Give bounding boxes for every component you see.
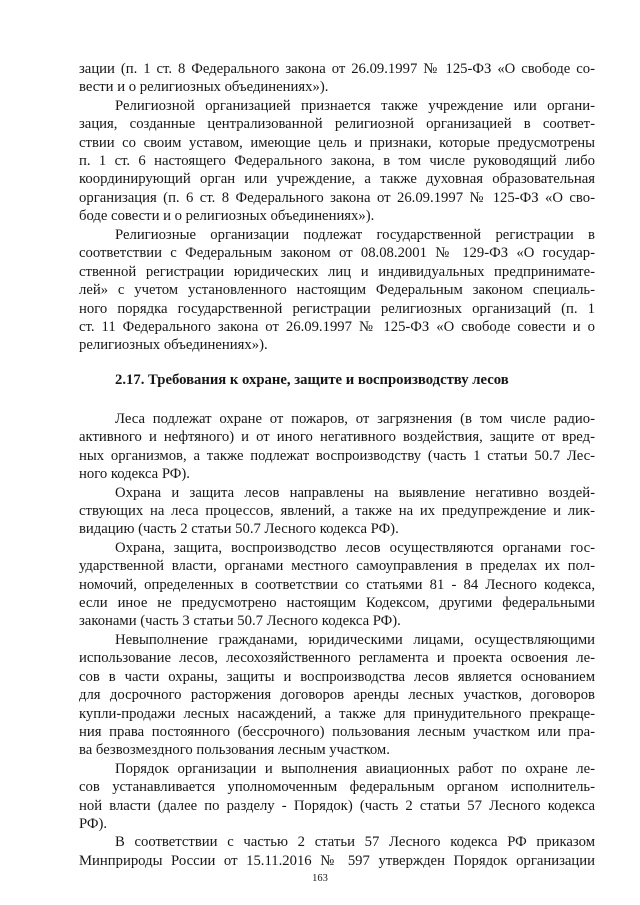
paragraph-first-line: Охрана, защита, воспроизводство лесов осуществляются органами гос- — [115, 540, 595, 556]
text-line: религиозных объединениях»). — [79, 337, 268, 353]
paragraph-first-line: Невыполнение гражданами, юридическими лицами, осуществляющими — [115, 632, 595, 648]
text-line: ния права постоянного (бессрочного) пользования лесным участком или пра- — [79, 724, 595, 740]
text-line: ственной регистрации юридических лиц и индивидуальных предпринимате- — [79, 264, 595, 280]
paragraph-first-line: Религиозные организации подлежат государственной регистрации в — [115, 227, 595, 243]
paragraph-first-line: Порядок организации и выполнения авиационных работ по охране ле- — [115, 761, 595, 777]
text-line: организация (п. 6 ст. 8 Федерального закона от 26.09.1997 № 125-ФЗ «О сво- — [79, 190, 595, 206]
text-line: для досрочного расторжения договоров аренды лесных участков, договоров — [79, 687, 595, 703]
paragraph-first-line: Охрана и защита лесов направлены на выявление негативно воздей- — [115, 485, 595, 501]
text-line: соответствии с Федеральным законом от 08.08.2001 № 129-ФЗ «О государ- — [79, 245, 595, 261]
text-line: сов в части охраны, защиты и воспроизводства лесов является основанием — [79, 669, 595, 685]
paragraph-first-line: Леса подлежат охране от пожаров, от загрязнения (в том числе радио- — [115, 411, 595, 427]
text-line: п. 1 ст. 6 настоящего Федерального закона, в том числе руководящий либо — [79, 153, 595, 169]
text-line: Минприроды России от 15.11.2016 № 597 утвержден Порядок организации — [79, 853, 595, 869]
text-line: зации (п. 1 ст. 8 Федерального закона от 26.09.1997 № 125-ФЗ «О свободе со- — [79, 61, 595, 77]
text-line: ствующих на леса процессов, явлений, а также на их предупреждение и лик- — [79, 503, 595, 519]
text-line: законами (часть 3 статьи 50.7 Лесного кодекса РФ). — [79, 613, 401, 629]
text-line: ной власти (далее по разделу - Порядок) (часть 2 статьи 57 Лесного кодекса — [79, 798, 595, 814]
text-line: ного порядка государственной регистрации религиозных организаций (п. 1 — [79, 301, 595, 317]
text-line: видацию (часть 2 статьи 50.7 Лесного кодекса РФ). — [79, 521, 399, 537]
text-line: сов устанавливается уполномоченным федеральным органом исполнитель- — [79, 779, 595, 795]
text-line: ствии со своим уставом, имеющие цель и признаки, которые предусмотрены — [79, 135, 595, 151]
paragraph-first-line: Религиозной организацией признается также учреждение или органи- — [115, 98, 595, 114]
text-line: ст. 11 Федерального закона от 26.09.1997 № 125-ФЗ «О свободе совести и о — [79, 319, 595, 335]
text-line: ва безвозмездного пользования лесным участком. — [79, 742, 390, 758]
text-line: зация, созданные централизованной религиозной организацией в соответ- — [79, 116, 595, 132]
text-line: координирующий орган или учреждение, а также духовная образовательная — [79, 171, 595, 187]
text-line: использование лесов, лесохозяйственного регламента и проекта освоения ле- — [79, 650, 595, 666]
text-line: лей» с учетом установленного настоящим Федеральным законом специаль- — [79, 282, 595, 298]
text-line: если иное не предусмотрено настоящим Кодексом, другими федеральными — [79, 595, 595, 611]
text-line: купли-продажи лесных насаждений, а также для принудительного прекраще- — [79, 706, 595, 722]
page-number: 163 — [312, 873, 328, 884]
text-line: номочий, определенных в соответствии со статьями 81 - 84 Лесного кодекса, — [79, 577, 595, 593]
text-line: ударственной власти, органами местного самоуправления в пределах их пол- — [79, 558, 595, 574]
text-line: РФ). — [79, 816, 108, 832]
text-line: ных организмов, а также подлежат воспроизводству (часть 1 статьи 50.7 Лес- — [79, 448, 595, 464]
text-line: вести и о религиозных объединениях»). — [79, 79, 329, 95]
section-heading: 2.17. Требования к охране, защите и воспроизводству лесов — [115, 372, 509, 388]
text-line: боде совести и о религиозных объединениях»). — [79, 208, 375, 224]
text-line: активного и нефтяного) и от иного негативного воздействия, защите от вред- — [79, 429, 595, 445]
text-line: ного кодекса РФ). — [79, 466, 190, 482]
paragraph-first-line: В соответствии с частью 2 статьи 57 Лесного кодекса РФ приказом — [115, 834, 595, 850]
